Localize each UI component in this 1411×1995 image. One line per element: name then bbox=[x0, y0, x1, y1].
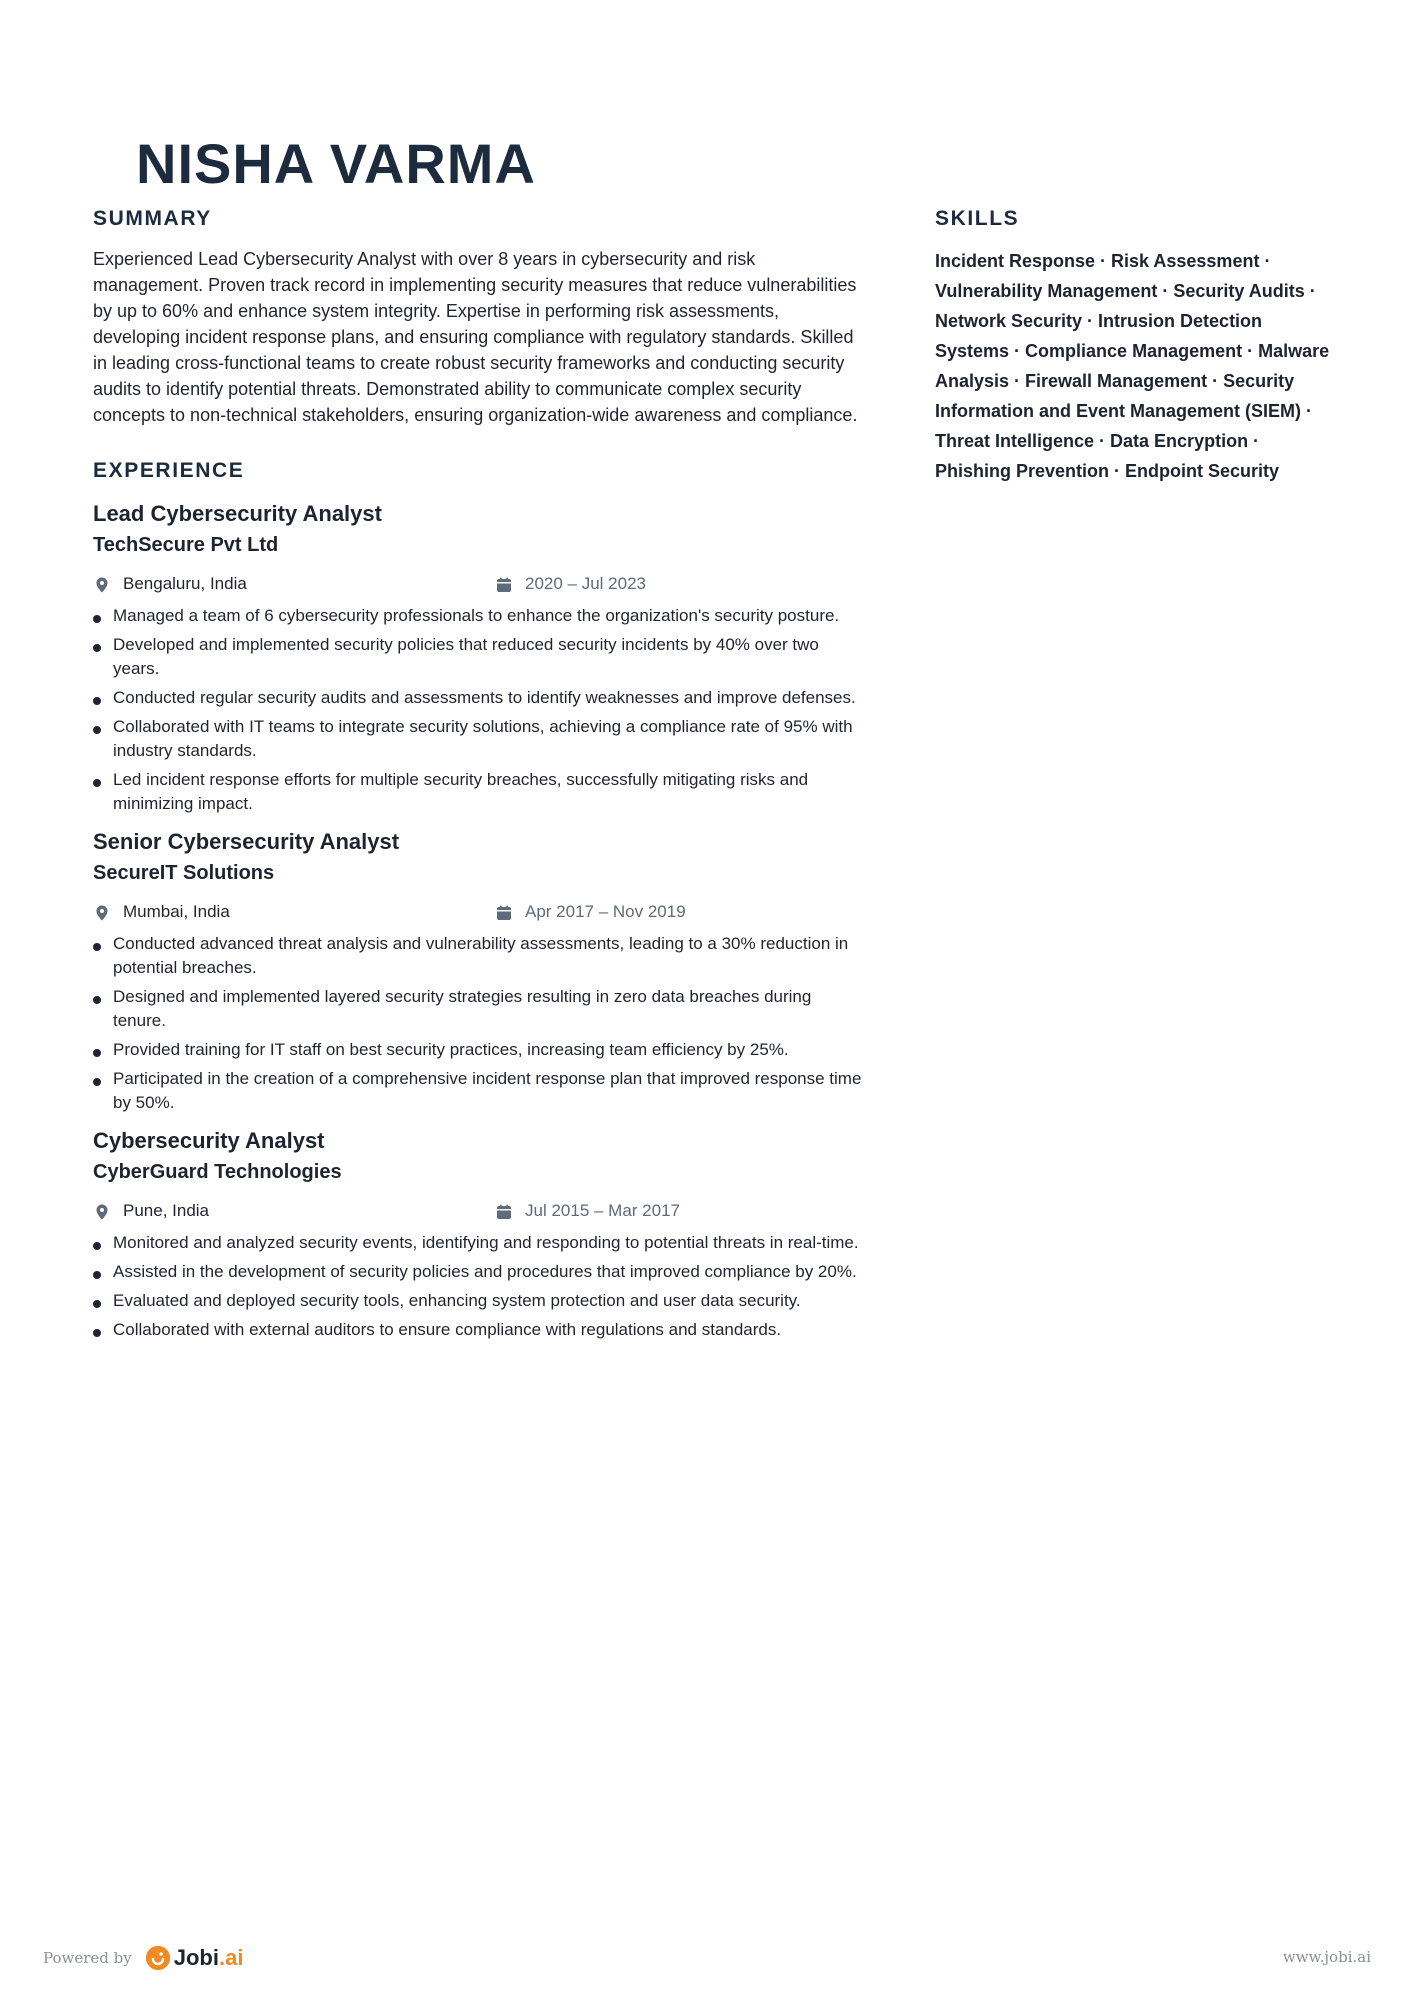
bullet-text: Monitored and analyzed security events, identifying and responding to potential threats in real-time. bbox=[113, 1233, 859, 1252]
job-location-text: Pune, India bbox=[123, 1201, 210, 1220]
bullet-dot-icon bbox=[93, 779, 101, 787]
job-entry bbox=[93, 1125, 868, 1342]
skills-section bbox=[935, 204, 1335, 486]
bullet-dot-icon bbox=[93, 1271, 101, 1279]
job-dates bbox=[495, 1197, 680, 1225]
website-link[interactable]: www.jobi.ai bbox=[1282, 1948, 1371, 1966]
bullet-dot-icon bbox=[93, 697, 101, 705]
job-dates-text: Apr 2017 – Nov 2019 bbox=[525, 902, 686, 921]
side-column bbox=[935, 204, 1335, 486]
map-pin-icon bbox=[93, 903, 111, 921]
logo-suffix: .ai bbox=[218, 1945, 244, 1970]
list-item bbox=[93, 768, 868, 816]
job-title: Senior Cybersecurity Analyst bbox=[93, 829, 400, 854]
list-item bbox=[93, 1260, 868, 1284]
summary-section bbox=[93, 204, 868, 428]
job-list bbox=[93, 498, 868, 1342]
job-location bbox=[93, 570, 247, 598]
calendar-icon bbox=[495, 575, 513, 593]
logo-main: Jobi bbox=[173, 1945, 219, 1970]
job-meta bbox=[93, 898, 868, 926]
jobi-logo-icon bbox=[146, 1946, 170, 1970]
job-location bbox=[93, 1197, 209, 1225]
bullet-text: Evaluated and deployed security tools, enhancing system protection and user data security. bbox=[113, 1291, 801, 1310]
list-item bbox=[93, 604, 868, 628]
job-entry bbox=[93, 498, 868, 816]
job-company: TechSecure Pvt Ltd bbox=[93, 534, 279, 556]
list-item bbox=[93, 686, 868, 710]
job-bullets bbox=[93, 604, 868, 816]
job-dates bbox=[495, 898, 686, 926]
bullet-text: Collaborated with IT teams to integrate security solutions, achieving a compliance rate of 95% with industry standards. bbox=[113, 717, 853, 760]
bullet-dot-icon bbox=[93, 1329, 101, 1337]
bullet-text: Conducted advanced threat analysis and vulnerability assessments, leading to a 30% reduction in potential breaches. bbox=[113, 934, 849, 977]
job-location bbox=[93, 898, 230, 926]
bullet-text: Led incident response efforts for multiple security breaches, successfully mitigating risks and minimizing impact. bbox=[113, 770, 809, 813]
job-location-text: Bengaluru, India bbox=[123, 574, 247, 593]
calendar-icon bbox=[495, 903, 513, 921]
bullet-text: Conducted regular security audits and assessments to identify weaknesses and improve defenses. bbox=[113, 688, 856, 707]
bullet-dot-icon bbox=[93, 726, 101, 734]
experience-section bbox=[93, 456, 868, 1342]
job-company: SecureIT Solutions bbox=[93, 862, 275, 884]
bullet-dot-icon bbox=[93, 1078, 101, 1086]
list-item bbox=[93, 1038, 868, 1062]
job-title: Lead Cybersecurity Analyst bbox=[93, 501, 382, 526]
job-company: CyberGuard Technologies bbox=[93, 1161, 342, 1183]
list-item bbox=[93, 1318, 868, 1342]
job-entry bbox=[93, 826, 868, 1115]
list-item bbox=[93, 1231, 868, 1255]
skills-heading: SKILLS bbox=[935, 207, 1020, 230]
skills-list: Incident Response · Risk Assessment · Vulnerability Management · Security Audits · Network Security · Intrusion Detection Systems · Compliance Management · Malware Analysis · Firewall Management · Security Information and Event Management (SIEM) · Threat Intelligence · Data Encryption · Phishing Prevention · Endpoint Security bbox=[935, 251, 1330, 481]
main-column bbox=[93, 204, 868, 1352]
bullet-text: Developed and implemented security policies that reduced security incidents by 40% over two years. bbox=[113, 635, 819, 678]
powered-by-badge[interactable] bbox=[43, 1945, 243, 1971]
bullet-text: Provided training for IT staff on best security practices, increasing team efficiency by 25%. bbox=[113, 1040, 789, 1059]
job-dates-text: 2020 – Jul 2023 bbox=[525, 574, 646, 593]
experience-heading: EXPERIENCE bbox=[93, 459, 245, 482]
job-location-text: Mumbai, India bbox=[123, 902, 230, 921]
bullet-dot-icon bbox=[93, 996, 101, 1004]
job-dates-text: Jul 2015 – Mar 2017 bbox=[525, 1201, 680, 1220]
jobi-logo-text bbox=[174, 1945, 244, 1971]
summary-heading: SUMMARY bbox=[93, 207, 212, 230]
job-bullets bbox=[93, 1231, 868, 1342]
bullet-dot-icon bbox=[93, 1049, 101, 1057]
candidate-name: NISHA VARMA bbox=[136, 132, 536, 195]
job-meta bbox=[93, 1197, 868, 1225]
bullet-text: Managed a team of 6 cybersecurity professionals to enhance the organization's security posture. bbox=[113, 606, 840, 625]
calendar-icon bbox=[495, 1202, 513, 1220]
job-bullets bbox=[93, 932, 868, 1115]
bullet-dot-icon bbox=[93, 943, 101, 951]
map-pin-icon bbox=[93, 1202, 111, 1220]
bullet-text: Designed and implemented layered security strategies resulting in zero data breaches during tenure. bbox=[113, 987, 812, 1030]
bullet-dot-icon bbox=[93, 1300, 101, 1308]
list-item bbox=[93, 633, 868, 681]
list-item bbox=[93, 715, 868, 763]
list-item bbox=[93, 932, 868, 980]
summary-text: Experienced Lead Cybersecurity Analyst with over 8 years in cybersecurity and risk management. Proven track record in implementing security measures that reduce vulnerabilities by up to 60% and enhance system integrity. Expertise in performing risk assessments, developing incident response plans, and ensuring compliance with regulatory standards. Skilled in leading cross-functional teams to create robust security frameworks and conducting security audits to identify potential threats. Demonstrated ability to communicate complex security concepts to non-technical stakeholders, ensuring organization-wide awareness and compliance. bbox=[93, 249, 858, 425]
bullet-dot-icon bbox=[93, 615, 101, 623]
map-pin-icon bbox=[93, 575, 111, 593]
job-dates bbox=[495, 570, 646, 598]
list-item bbox=[93, 1289, 868, 1313]
job-title: Cybersecurity Analyst bbox=[93, 1128, 325, 1153]
job-meta bbox=[93, 570, 868, 598]
list-item bbox=[93, 1067, 868, 1115]
bullet-text: Collaborated with external auditors to ensure compliance with regulations and standards. bbox=[113, 1320, 782, 1339]
list-item bbox=[93, 985, 868, 1033]
powered-by-label: Powered by bbox=[43, 1949, 132, 1967]
bullet-text: Participated in the creation of a comprehensive incident response plan that improved response time by 50%. bbox=[113, 1069, 862, 1112]
bullet-text: Assisted in the development of security policies and procedures that improved compliance by 20%. bbox=[113, 1262, 857, 1281]
bullet-dot-icon bbox=[93, 1242, 101, 1250]
bullet-dot-icon bbox=[93, 644, 101, 652]
